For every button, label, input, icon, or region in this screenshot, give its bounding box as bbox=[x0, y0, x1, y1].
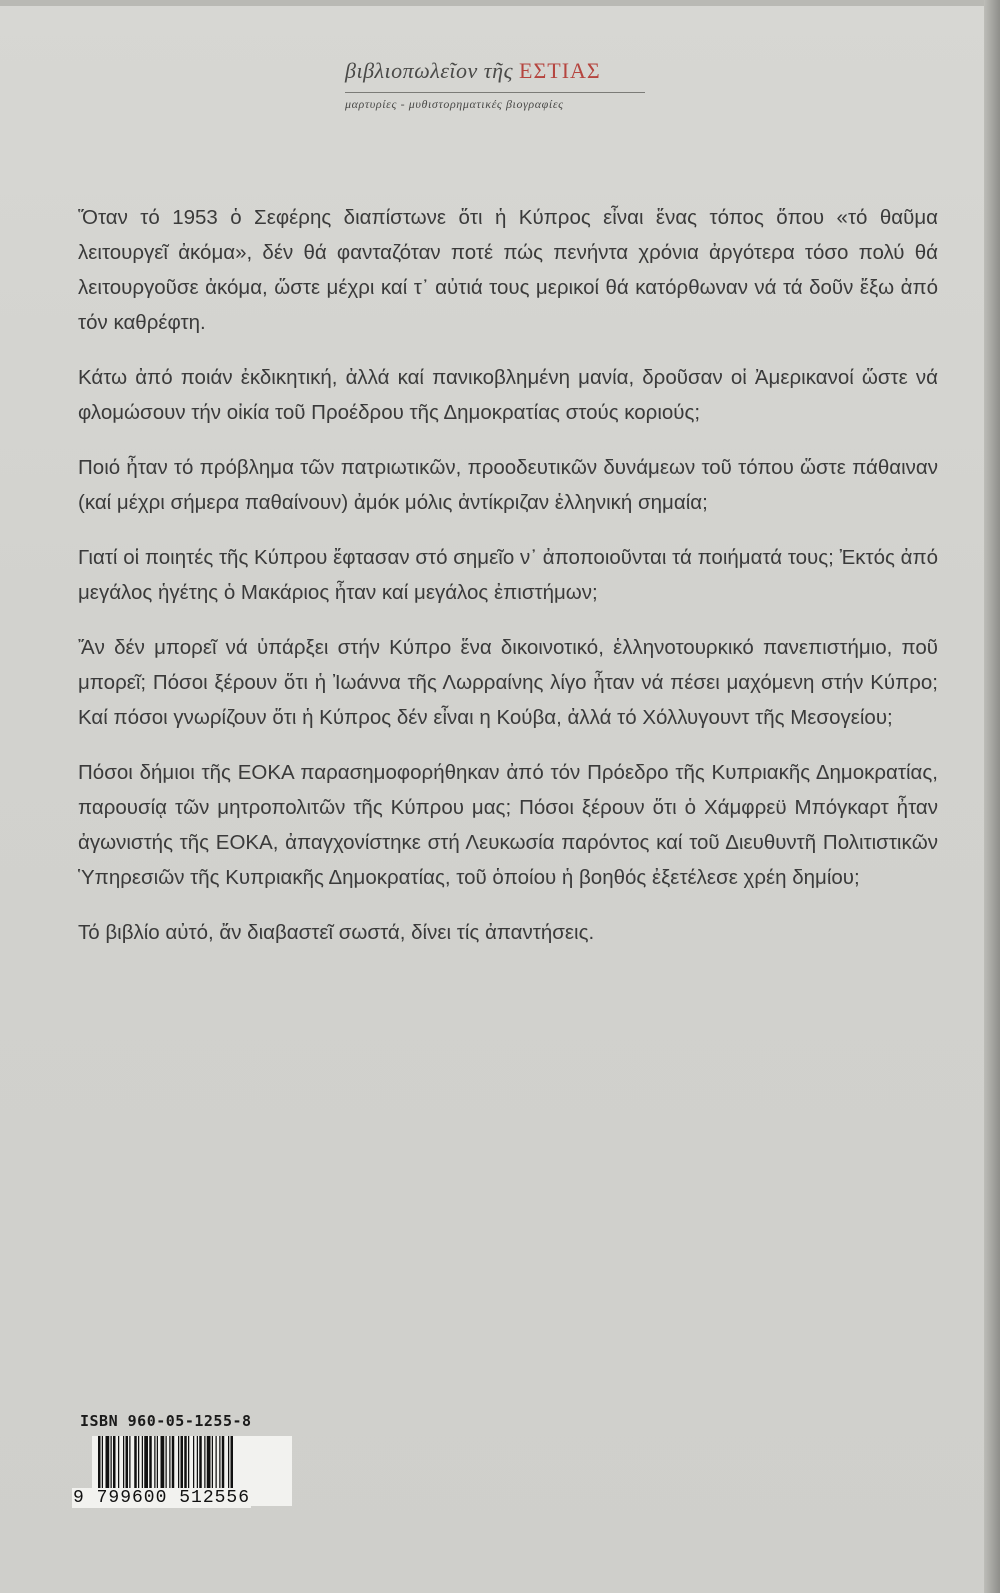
blurb-paragraph-1: Ὅταν τό 1953 ὁ Σεφέρης διαπίστωνε ὅτι ἡ Κύπρος εἶναι ἕνας τόπος ὅπου «τό θαῦμα λειτουργεῖ ἀκόμα», δέν θά φανταζόταν ποτέ πώς πενήντα χρόνια ἀργότερα τόσο πολύ θά λειτουργοῦσε ἀκόμα, ὥστε μέχρι καί τ᾽ αὐτιά τους μερικοί θά κατόρθωναν νά τά δοῦν ἔξω ἀπό τόν καθρέφτη. bbox=[78, 206, 938, 334]
publisher-title bbox=[345, 58, 665, 84]
isbn-label: ISBN 960-05-1255-8 bbox=[80, 1412, 252, 1430]
publisher-divider bbox=[345, 92, 645, 93]
publisher-series-subtitle: μαρτυρίες - μυθιστορηματικές βιογραφίες bbox=[345, 97, 564, 111]
blurb-paragraph-3: Ποιό ἦταν τό πρόβλημα τῶν πατριωτικῶν, προοδευτικῶν δυνάμεων τοῦ τόπου ὥστε πάθαιναν (καί μέχρι σήμερα παθαίνουν) ἀμόκ μόλις ἀντίκριζαν ἑλληνική σημαία; bbox=[78, 456, 938, 514]
barcode-number bbox=[72, 1488, 292, 1508]
blurb-paragraph-4: Γιατί οἱ ποιητές τῆς Κύπρου ἔφτασαν στό σημεῖο ν᾽ ἀποποιοῦνται τά ποιήματά τους; Ἐκτός ἀπό μεγάλος ἡγέτης ὁ Μακάριος ἦταν καί μεγάλος ἐπιστήμων; bbox=[78, 546, 938, 604]
cover-top-edge bbox=[0, 0, 1000, 6]
blurb-paragraph-5: Ἄν δέν μπορεῖ νά ὑπάρξει στήν Κύπρο ἕνα δικοινοτικό, ἑλληνοτουρκικό πανεπιστήμιο, ποῦ μπορεῖ; Πόσοι ξέρουν ὅτι ἡ Ἰωάννα τῆς Λωρραίνης λίγο ἦταν νά πέσει μαχόμενη στήν Κύπρο; Καί πόσοι γνωρίζουν ὅτι ἡ Κύπρος δέν εἶναι η Κούβα, ἀλλά τό Χόλλυγουντ τῆς Μεσογείου; bbox=[78, 636, 938, 729]
isbn-barcode bbox=[72, 1412, 292, 1508]
blurb-text bbox=[78, 200, 938, 970]
blurb-paragraph-2: Κάτω ἀπό ποιάν ἐκδικητική, ἀλλά καί πανικοβλημένη μανία, δροῦσαν οἱ Ἀμερικανοί ὥστε νά φλομώσουν τήν οἰκία τοῦ Προέδρου τῆς Δημοκρατίας στούς κοριούς; bbox=[78, 366, 938, 424]
publisher-header bbox=[345, 58, 665, 112]
blurb-paragraph-7: Τό βιβλίο αὐτό, ἄν διαβαστεῖ σωστά, δίνει τίς ἀπαντήσεις. bbox=[78, 921, 595, 944]
publisher-title-accent: ΕΣΤΙΑΣ bbox=[519, 58, 601, 83]
cover-right-edge bbox=[984, 0, 1000, 1593]
blurb-paragraph-6: Πόσοι δήμιοι τῆς ΕΟΚΑ παρασημοφορήθηκαν ἀπό τόν Πρόεδρο τῆς Κυπριακῆς Δημοκρατίας, παρουσίᾳ τῶν μητροπολιτῶν τῆς Κύπρου μας; Πόσοι ξέρουν ὅτι ὁ Χάμφρεϋ Μπόγκαρτ ἦταν ἀγωνιστής τῆς ΕΟΚΑ, ἀπαγχονίστηκε στή Λευκωσία παρόντος καί τοῦ Διευθυντῆ Πολιτιστικῶν Ὑπηρεσιῶν τῆς Κυπριακῆς Δημοκρατίας, τοῦ ὁποίου ἡ βοηθός ἐξετέλεσε χρέη δημίου; bbox=[78, 761, 938, 889]
publisher-title-prefix: βιβλιοπωλεῖον τῆς bbox=[345, 58, 520, 83]
barcode-number-text: 9 799600 512556 bbox=[73, 1488, 251, 1508]
